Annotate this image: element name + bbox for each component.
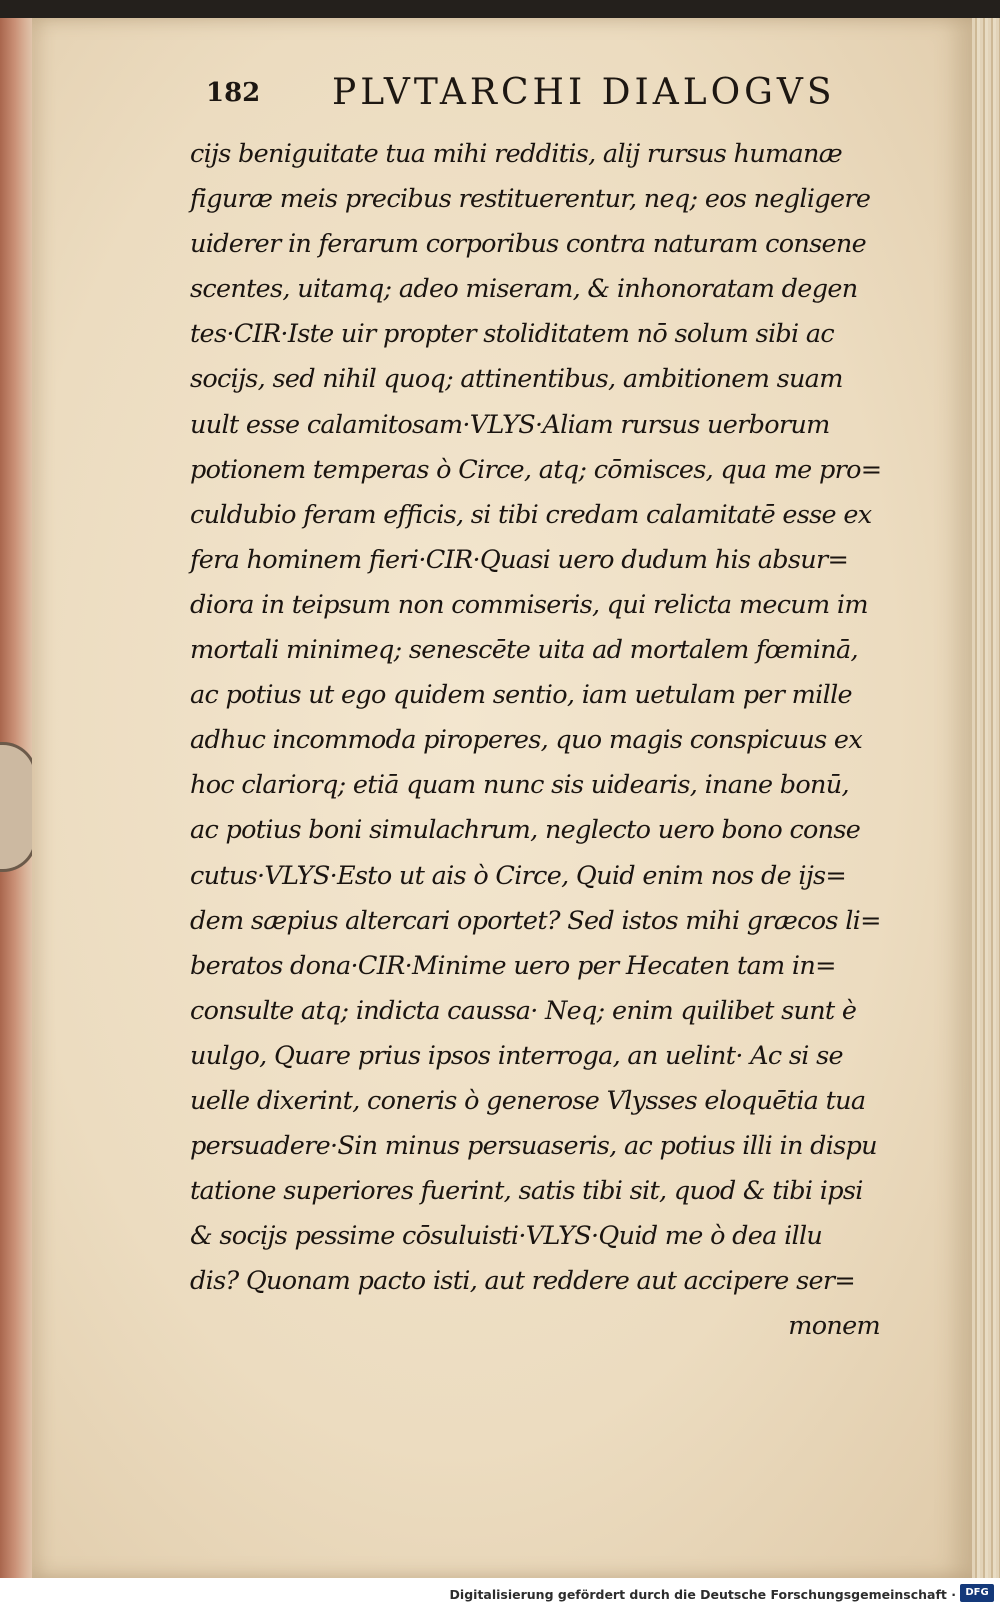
digitization-footer xyxy=(0,1578,1000,1610)
text-line: ac potius ut ego quidem sentio, iam uetulam per mille xyxy=(190,680,852,711)
text-line: adhuc incommoda piroperes, quo magis conspicuus ex xyxy=(190,725,863,756)
text-line: uulgo, Quare prius ipsos interroga, an uelint· Ac si se xyxy=(190,1040,843,1071)
scan-background xyxy=(0,0,1000,18)
page-text xyxy=(190,132,910,1350)
page-number: 182 xyxy=(206,78,261,108)
text-line: consulte atq; indicta caussa· Neq; enim quilibet sunt è xyxy=(190,995,857,1026)
funding-credit: Digitalisierung gefördert durch die Deutsche Forschungsgemeinschaft · xyxy=(449,1587,956,1602)
text-line: & socijs pessime cōsuluisti·VLYS·Quid me ò dea illu xyxy=(190,1221,823,1252)
text-line: cijs beniguitate tua mihi redditis, alij rursus humanæ xyxy=(190,139,842,169)
dfg-logo-icon: DFG xyxy=(960,1584,994,1602)
text-line: hoc clariorq; etiā quam nunc sis uidearis, inane bonū, xyxy=(190,770,849,801)
text-line: scentes, uitamq; adeo miseram, & inhonoratam degen xyxy=(190,274,858,305)
text-line: culdubio feram efficis, si tibi credam calamitatē esse ex xyxy=(190,499,872,530)
text-line: uult esse calamitosam·VLYS·Aliam rursus uerborum xyxy=(190,409,830,440)
text-line: uiderer in ferarum corporibus contra naturam consene xyxy=(190,229,866,260)
text-line: tes·CIR·Iste uir propter stoliditatem nō solum sibi ac xyxy=(190,319,834,350)
text-line: fera hominem fieri·CIR·Quasi uero dudum his absur= xyxy=(190,544,849,575)
text-line: tatione superiores fuerint, satis tibi sit, quod & tibi ipsi xyxy=(190,1176,863,1207)
page-gutter-edges xyxy=(972,18,1000,1578)
text-line: persuadere·Sin minus persuaseris, ac potius illi in dispu xyxy=(190,1131,877,1162)
text-line: mortali minimeq; senescēte uita ad mortalem fœminā, xyxy=(190,635,858,666)
text-line: uelle dixerint, coneris ò generose Vlysses eloquētia tua xyxy=(190,1085,866,1116)
text-line: dis? Quonam pacto isti, aut reddere aut accipere ser= xyxy=(190,1266,856,1297)
catchword: monem xyxy=(788,1311,880,1342)
text-line: beratos dona·CIR·Minime uero per Hecaten tam in= xyxy=(190,950,836,981)
text-line: ac potius boni simulachrum, neglecto uero bono conse xyxy=(190,815,861,846)
text-line: potionem temperas ò Circe, atq; cōmisces, qua me pro= xyxy=(190,454,882,485)
text-line: diora in teipsum non commiseris, qui relicta mecum im xyxy=(190,589,868,620)
running-head-title: PLVTARCHI DIALOGVS xyxy=(332,72,836,113)
text-line: dem sæpius altercari oportet? Sed istos mihi græcos li= xyxy=(190,905,881,936)
text-line: cutus·VLYS·Esto ut ais ò Circe, Quid enim nos de ijs= xyxy=(190,860,847,891)
text-line: figuræ meis precibus restituerentur, neq; eos negligere xyxy=(190,184,871,215)
text-line: socijs, sed nihil quoq; attinentibus, ambitionem suam xyxy=(190,364,843,395)
